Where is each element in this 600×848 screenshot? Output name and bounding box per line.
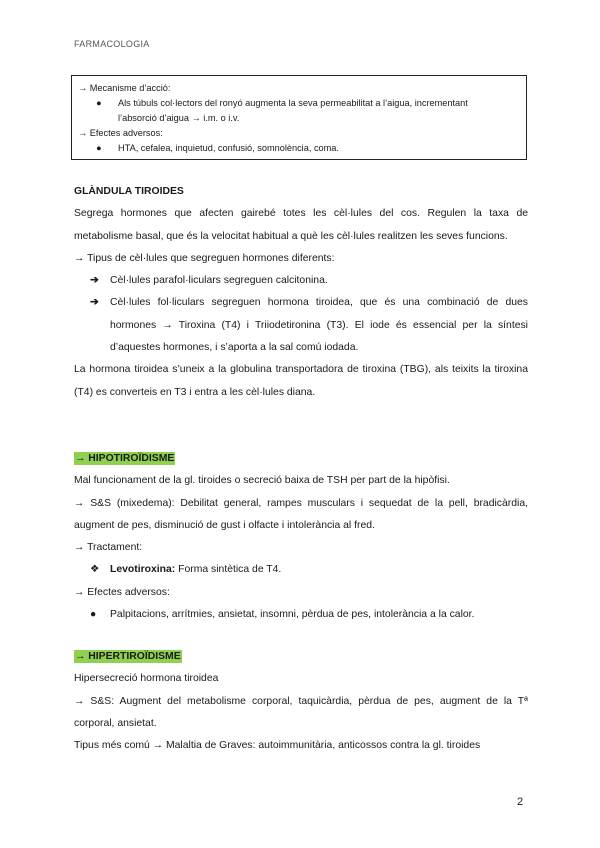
hypo-adverse-item: [74, 604, 528, 626]
bullet-icon: ●: [90, 609, 97, 621]
thyroid-intro: Segrega hormones que afecten gairebé totes les cèl·lules del cos. Regulen la taxa de metabolisme basal, que és la velocitat habitual a què les cèl·lules realitzen les seves funcions.: [74, 208, 528, 242]
arrow-bullet-icon: ➔: [90, 275, 99, 287]
cell-type-item-1: [74, 270, 528, 292]
bullet-icon: ●: [96, 143, 102, 153]
mechanism-label: → Mecanisme d’acció:: [78, 83, 171, 93]
tbg-paragraph: La hormona tiroidea s’uneix a la globulina transportadora de tiroxina (TBG), als teixits la tiroxina (T4) es converteis en T3 i entra a les cèl·lules diana.: [74, 364, 528, 398]
adverse-effects-item: [78, 141, 520, 156]
hyper-title: → HIPERTIROÏDISME: [75, 651, 181, 662]
diamond-bullet-icon: ❖: [90, 564, 100, 576]
bullet-icon: ●: [96, 98, 102, 108]
cell-types-label: → Tipus de cèl·lules que segreguen hormones diferents:: [74, 252, 335, 264]
hyperthyroidism-section: [74, 646, 528, 757]
cell-type-text-1: Cèl·lules parafol·liculars segreguen calcitonina.: [110, 275, 328, 287]
mechanism-item: [78, 96, 520, 126]
thyroid-title: GLÀNDULA TIROIDES: [74, 186, 184, 197]
mechanism-text-2: l’absorció d’aigua → i.m. o i.v.: [118, 113, 240, 123]
cell-type-item-2: [74, 292, 528, 359]
drug-name: Levotiroxina:: [110, 564, 176, 576]
hypothyroidism-section: [74, 448, 528, 626]
hyper-title-line: [74, 646, 528, 668]
hyper-symptoms: → S&S: Augment del metabolisme corporal, taquicàrdia, pèrdua de pes, augment de la Tª corporal, ansietat.: [74, 695, 528, 729]
hypo-title-line: [74, 448, 528, 470]
running-header: FARMACOLOGIA: [74, 39, 150, 49]
arrow-bullet-icon: ➔: [90, 297, 99, 309]
hypo-treatment-item: [74, 559, 528, 581]
adverse-effects-label: → Efectes adversos:: [78, 128, 163, 138]
hypo-treatment-text: [110, 559, 528, 581]
mechanism-text-1: Als túbuls col·lectors del ronyó augmenta la seva permeabilitat a l’aigua, incrementant: [118, 98, 468, 108]
page-number: 2: [517, 796, 524, 808]
thyroid-section: [74, 181, 528, 404]
hyper-definition: Hipersecreció hormona tiroidea: [74, 673, 219, 685]
hypo-treatment-label: → Tractament:: [74, 542, 143, 554]
hyper-common-type: Tipus més comú → Malaltia de Graves: autoimmunitària, anticossos contra la gl. tiroides: [74, 740, 481, 752]
drug-info-box: [71, 75, 527, 160]
hypo-adverse-label: → Efectes adversos:: [74, 586, 170, 598]
hypo-symptoms: → S&S (mixedema): Debilitat general, rampes musculars i sequedat de la pell, bradicàrdia, augment de pes, disminució de gust i olfacte i intolerància al fred.: [74, 497, 528, 531]
hypo-title: → HIPOTIROÏDISME: [75, 453, 175, 464]
adverse-effects-text: HTA, cefalea, inquietud, confusió, somnolència, coma.: [118, 143, 339, 153]
cell-type-text-2: Cèl·lules fol·liculars segreguen hormona tiroidea, que és una combinació de dues hormones → Tiroxina (T4) i Triiodetironina (T3). El iode és essencial per la síntesi d’aquestes hormones, i s’aporta a la sal comú iodada.: [110, 297, 528, 354]
drug-description: Forma sintètica de T4.: [175, 564, 282, 576]
hypo-adverse-text: Palpitacions, arrítmies, ansietat, insomni, pèrdua de pes, intolerància a la calor.: [110, 609, 475, 621]
hypo-definition: Mal funcionament de la gl. tiroides o secreció baixa de TSH per part de la hipòfisi.: [74, 475, 450, 487]
